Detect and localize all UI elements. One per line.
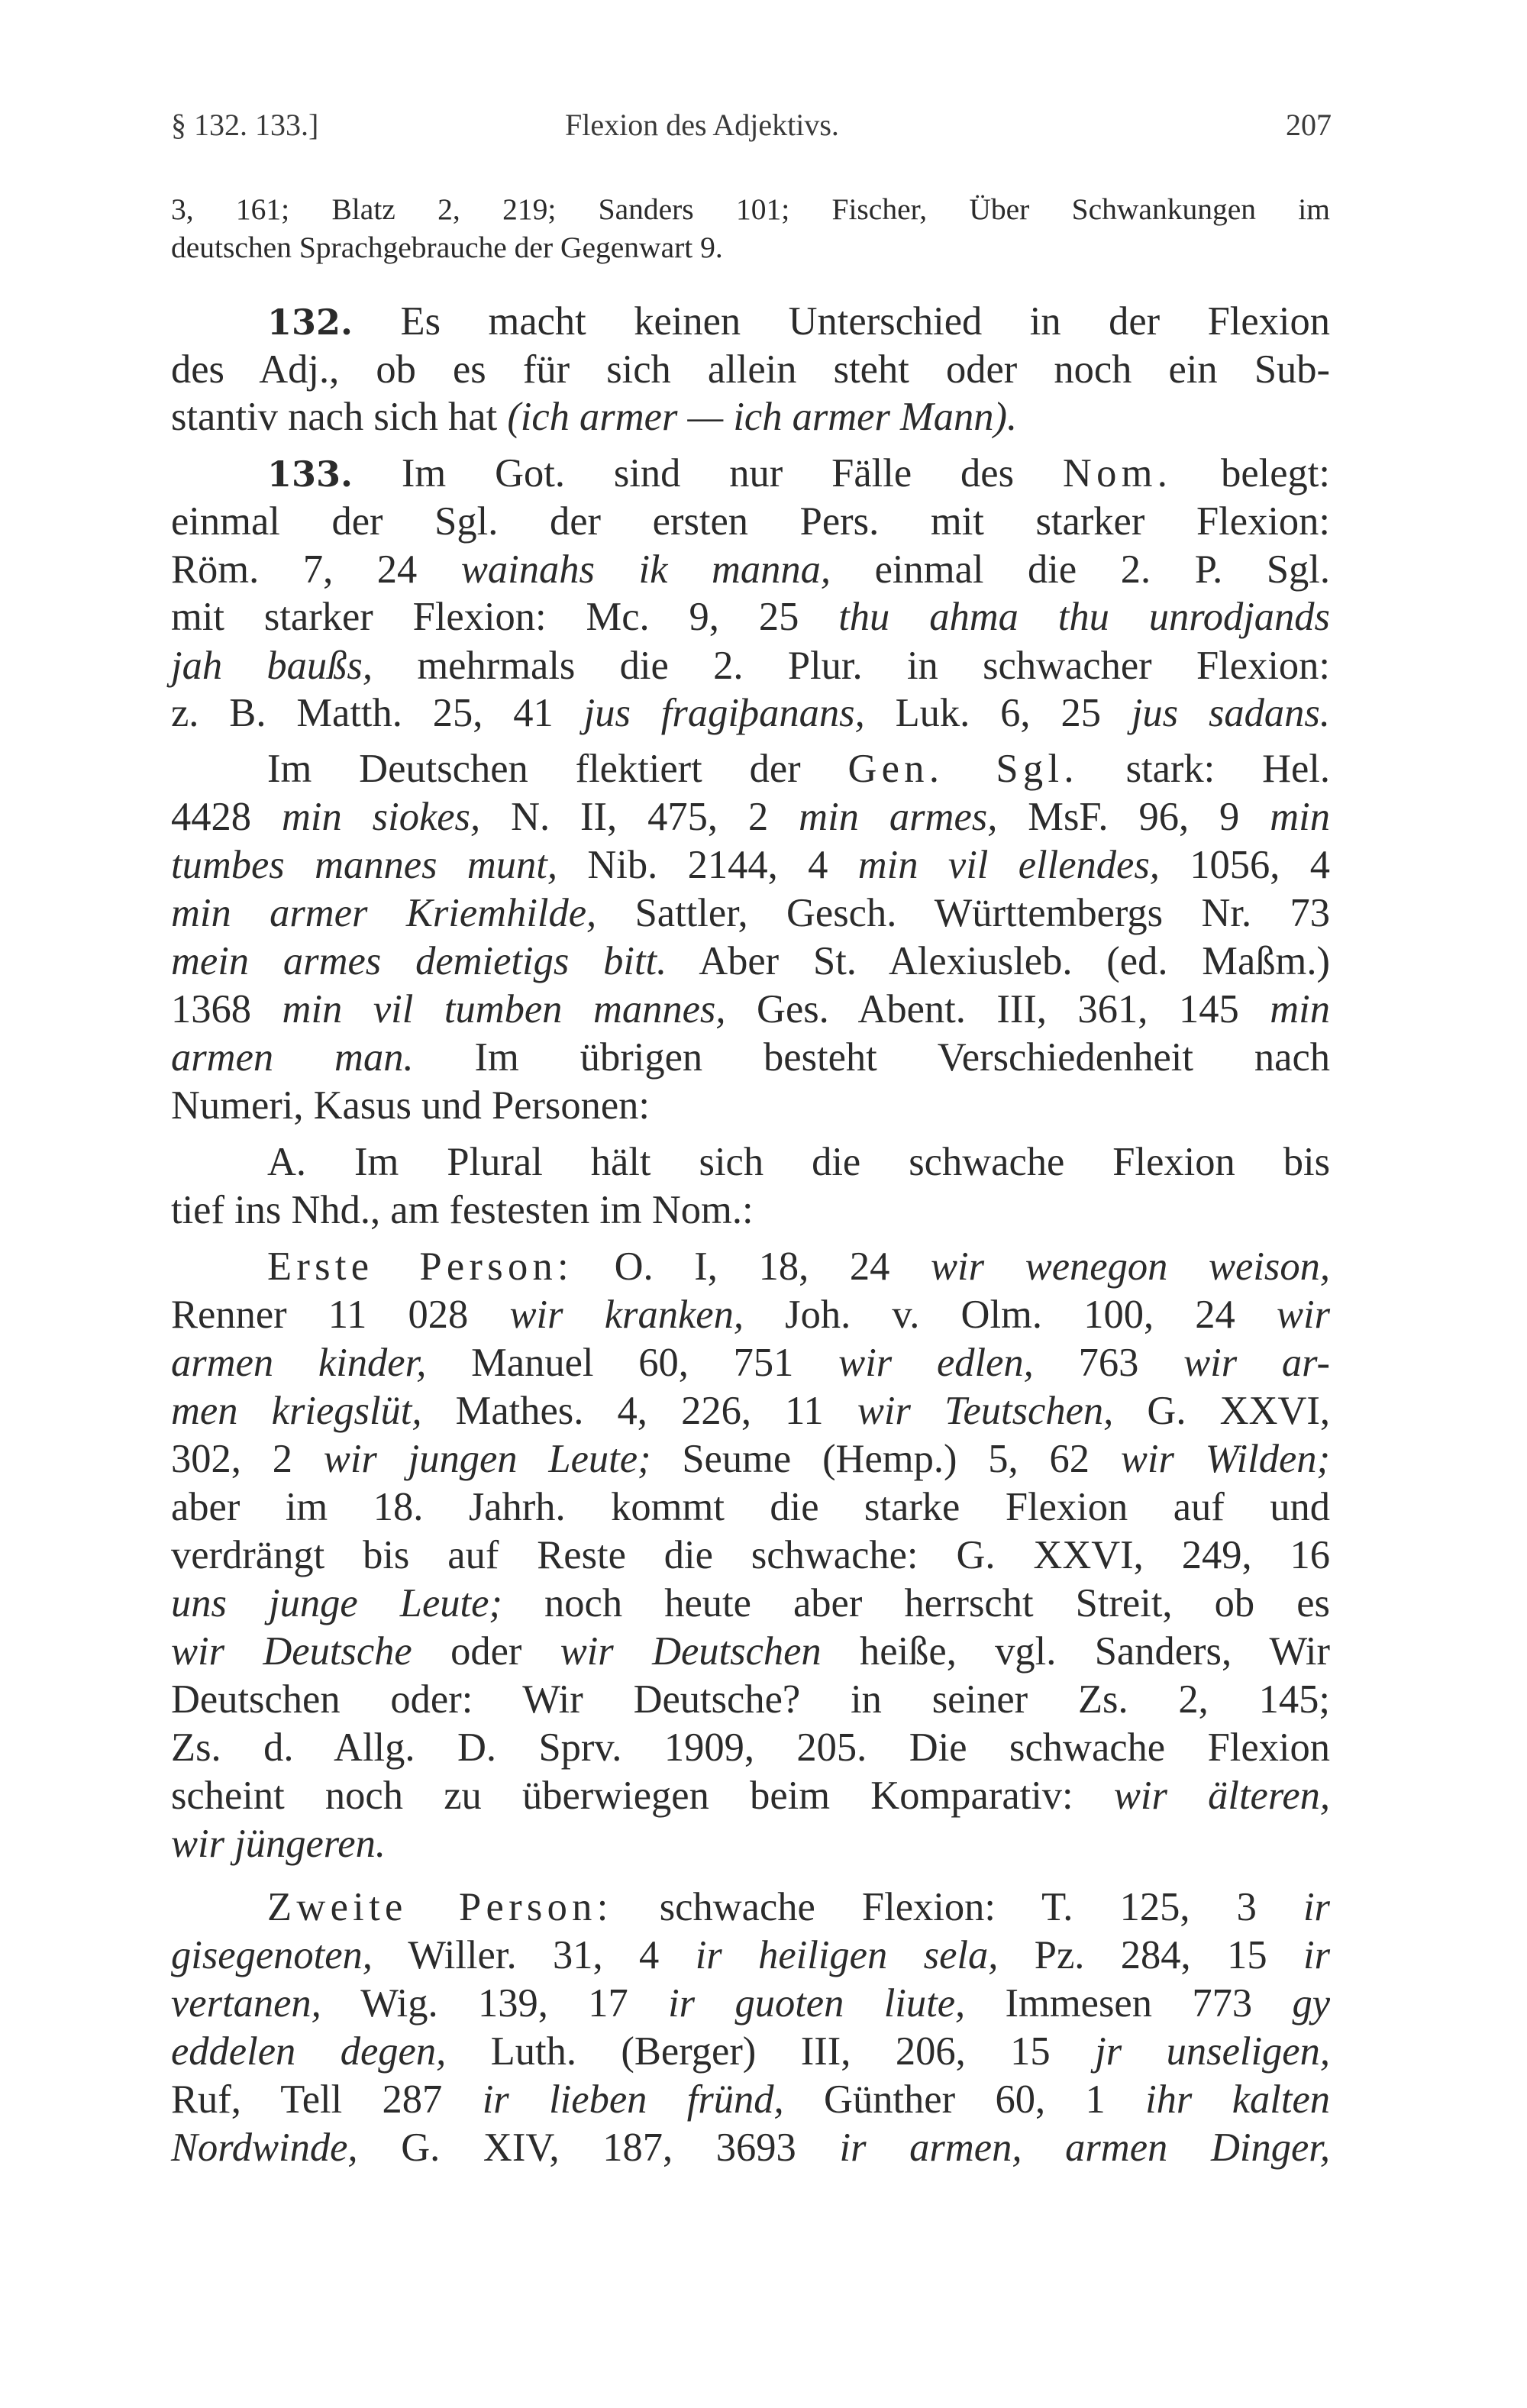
cited-example: ir lieben fründ,: [482, 2077, 784, 2122]
text-run: Seume (Hemp.) 5, 62: [651, 1437, 1121, 1481]
text-line: [171, 597, 1330, 638]
text-line: [171, 2077, 1331, 2122]
text-line: [171, 1083, 1330, 1128]
cited-example: mein armes demietigs bitt.: [171, 939, 667, 983]
text-run: O. I, 18, 24: [573, 1244, 931, 1289]
text-run: Joh. v. Olm. 100, 24: [743, 1293, 1277, 1337]
cited-example: tumbes mannes munt,: [171, 843, 558, 887]
text-run: Renner 11 028: [171, 1293, 510, 1337]
text-line: [267, 451, 1330, 495]
text-run: Ruf, Tell 287: [171, 2077, 483, 2122]
section-number: 133.: [267, 454, 354, 495]
cited-example: min siokes,: [281, 795, 481, 839]
cited-example: min vil tumben mannes,: [282, 987, 726, 1031]
cited-example: (ich armer — ich armer Mann).: [507, 395, 1018, 439]
text-run: Es macht keinen Unterschied in der Flexion: [353, 299, 1330, 344]
text-run: Mathes. 4, 226, 11: [421, 1389, 857, 1433]
text-run: stark: Hel.: [1078, 747, 1331, 791]
cited-example: men kriegslüt,: [171, 1389, 422, 1433]
text-run: tief ins Nhd., am festesten im Nom.:: [171, 1188, 754, 1232]
text-line: [171, 397, 1330, 437]
cited-example: jah baußs,: [171, 644, 373, 688]
text-run: einmal die 2. P. Sgl.: [831, 547, 1330, 592]
text-run: A. Im Plural hält sich die schwache Flexion bis: [267, 1140, 1330, 1184]
text-run: Wig. 139, 17: [321, 1981, 669, 2025]
text-run: Numeri, Kasus und Personen:: [171, 1083, 651, 1128]
cited-example: wainahs ik manna,: [460, 547, 831, 592]
cited-example: ir heiligen sela,: [695, 1933, 999, 1977]
text-run: Zweite Person:: [267, 1885, 613, 1929]
text-run: 302, 2: [171, 1437, 324, 1481]
cited-example: wir jüngeren.: [171, 1822, 386, 1866]
running-header: [171, 107, 1332, 153]
text-line: [171, 893, 1330, 934]
text-line: [171, 2128, 1330, 2168]
text-run: noch heute aber herrscht Streit, ob es: [502, 1581, 1330, 1625]
text-run: belegt:: [1172, 451, 1330, 495]
cited-example: jus sadans.: [1131, 691, 1330, 735]
text-line: [267, 1142, 1330, 1183]
text-run: 1056, 4: [1159, 843, 1330, 887]
text-run: Willer. 31, 4: [372, 1933, 696, 1977]
text-run: Sattler, Gesch. Württembergs Nr. 73: [596, 891, 1330, 935]
text-line: [171, 989, 1330, 1030]
cited-example: ir: [1303, 1933, 1331, 1977]
text-line: [171, 1343, 1330, 1383]
text-line: [171, 2029, 1330, 2074]
text-run: Luth. (Berger) III, 206, 15: [446, 2029, 1096, 2074]
text-run: Manuel 60, 751: [426, 1341, 839, 1385]
text-line: [171, 1035, 1330, 1080]
text-run: N. II, 475, 2: [480, 795, 799, 839]
text-line: [171, 192, 1330, 226]
text-line: [171, 693, 1330, 734]
text-run: Ges. Abent. III, 361, 145: [725, 987, 1270, 1031]
cited-example: wir wenegon weison,: [931, 1244, 1330, 1289]
cited-example: Nordwinde,: [171, 2126, 358, 2170]
text-line: [171, 1487, 1330, 1528]
cited-example: wir jungen Leute;: [323, 1437, 651, 1481]
text-run: Immesen 773: [965, 1981, 1293, 2025]
cited-example: wir: [1276, 1293, 1331, 1337]
cited-example: armen kinder,: [171, 1341, 427, 1385]
text-run: mehrmals die 2. Plur. in schwacher Flexion:: [372, 644, 1330, 688]
text-line: [171, 1391, 1330, 1432]
text-line: [171, 1824, 1330, 1864]
cited-example: eddelen degen,: [171, 2029, 447, 2074]
text-line: [171, 1583, 1330, 1624]
header-section-ref: § 132. 133.]: [171, 108, 319, 142]
text-line: [171, 845, 1330, 886]
cited-example: wir Wilden;: [1120, 1437, 1331, 1481]
section-number: 132.: [267, 302, 354, 343]
cited-example: ihr kalten: [1145, 2077, 1331, 2122]
text-line: [171, 347, 1330, 392]
text-run: Deutschen oder: Wir Deutsche? in seiner Zs. 2, 145;: [171, 1677, 1330, 1722]
cited-example: gy: [1292, 1981, 1330, 2025]
text-run: des Adj., ob es für sich allein steht oder noch ein Sub-: [171, 347, 1330, 392]
text-line: [171, 499, 1330, 544]
text-line: [171, 547, 1330, 592]
cited-example: uns junge Leute;: [171, 1581, 502, 1625]
text-line: [171, 1439, 1330, 1480]
text-line: [171, 1190, 1330, 1231]
text-run: scheint noch zu überwiegen beim Komparativ:: [171, 1774, 1114, 1818]
cited-example: ir guoten liute,: [668, 1981, 966, 2025]
text-line: [171, 1677, 1330, 1722]
text-line: [171, 1981, 1330, 2025]
text-run: Erste Person:: [267, 1244, 573, 1289]
text-line: [171, 233, 1330, 263]
header-title: Flexion des Adjektivs.: [565, 108, 839, 142]
text-run: heiße, vgl. Sanders, Wir: [821, 1629, 1330, 1674]
cited-example: thu ahma thu unrodjands: [838, 595, 1330, 639]
cited-example: ir: [1303, 1885, 1330, 1929]
text-run: mit starker Flexion: Mc. 9, 25: [171, 595, 839, 639]
cited-example: jr unseligen,: [1095, 2029, 1330, 2074]
text-run: verdrängt bis auf Reste die schwache: G. XXVI, 249, 16: [171, 1533, 1330, 1577]
text-run: z. B. Matth. 25, 41: [171, 691, 584, 735]
text-line: [171, 646, 1330, 686]
cited-example: gisegenoten,: [171, 1933, 373, 1977]
text-run: schwache Flexion: T. 125, 3: [612, 1885, 1303, 1929]
text-run: 3, 161; Blatz 2, 219; Sanders 101; Fischer, Über Schwankungen im: [171, 192, 1330, 226]
cited-example: ir armen, armen Dinger,: [839, 2126, 1330, 2170]
text-line: [171, 941, 1330, 982]
text-run: Röm. 7, 24: [171, 547, 461, 592]
cited-example: armen man.: [171, 1035, 414, 1080]
text-line: [171, 1629, 1330, 1674]
cited-example: wir älteren,: [1113, 1774, 1330, 1818]
text-run: Nom.: [1062, 451, 1173, 495]
text-run: aber im 18. Jahrh. kommt die starke Flexion auf und: [171, 1485, 1330, 1529]
cited-example: vertanen,: [171, 1981, 321, 2025]
text-run: deutschen Sprachgebrauche der Gegenwart 9.: [171, 231, 723, 264]
text-run: 4428: [171, 795, 282, 839]
text-run: Im übrigen besteht Verschiedenheit nach: [413, 1035, 1330, 1080]
cited-example: min armes,: [799, 795, 998, 839]
text-run: 1368: [171, 987, 282, 1031]
text-line: [171, 1535, 1330, 1576]
text-line: [267, 299, 1330, 344]
text-run: Luk. 6, 25: [864, 691, 1132, 735]
cited-example: wir Deutschen: [560, 1629, 822, 1674]
page-number: 207: [1286, 108, 1332, 142]
text-run: Günther 60, 1: [783, 2077, 1146, 2122]
text-line: [171, 1935, 1330, 1976]
text-run: MsF. 96, 9: [997, 795, 1270, 839]
text-run: 763: [1033, 1341, 1184, 1385]
text-line: [171, 1295, 1330, 1335]
cited-example: wir kranken,: [509, 1293, 744, 1337]
text-run: G. XIV, 187, 3693: [357, 2126, 840, 2170]
text-line: [267, 1887, 1330, 1928]
text-run: stantiv nach sich hat: [171, 395, 508, 439]
cited-example: min armer Kriemhilde,: [171, 891, 597, 935]
cited-example: min: [1270, 795, 1331, 839]
cited-example: wir ar-: [1183, 1341, 1331, 1385]
text-run: Zs. d. Allg. D. Sprv. 1909, 205. Die schwache Flexion: [171, 1725, 1330, 1770]
text-run: Gen. Sgl.: [847, 747, 1079, 791]
cited-example: wir Teutschen,: [857, 1389, 1114, 1433]
text-run: Im Got. sind nur Fälle des: [353, 451, 1063, 495]
text-run: einmal der Sgl. der ersten Pers. mit starker Flexion:: [171, 499, 1330, 544]
text-line: [171, 1725, 1330, 1770]
text-run: oder: [412, 1629, 560, 1674]
text-run: Pz. 284, 15: [998, 1933, 1303, 1977]
text-line: [267, 749, 1330, 789]
text-line: [171, 797, 1330, 838]
cited-example: wir edlen,: [838, 1341, 1034, 1385]
text-run: G. XXVI,: [1113, 1389, 1330, 1433]
cited-example: wir Deutsche: [171, 1629, 412, 1674]
text-line: [171, 1776, 1330, 1816]
cited-example: jus fragiþanans,: [583, 691, 865, 735]
text-run: Im Deutschen flektiert der: [267, 747, 848, 791]
text-run: Nib. 2144, 4: [557, 843, 858, 887]
text-run: Aber St. Alexiusleb. (ed. Maßm.): [667, 939, 1330, 983]
cited-example: min: [1270, 987, 1330, 1031]
text-line: [267, 1244, 1330, 1289]
cited-example: min vil ellendes,: [857, 843, 1160, 887]
